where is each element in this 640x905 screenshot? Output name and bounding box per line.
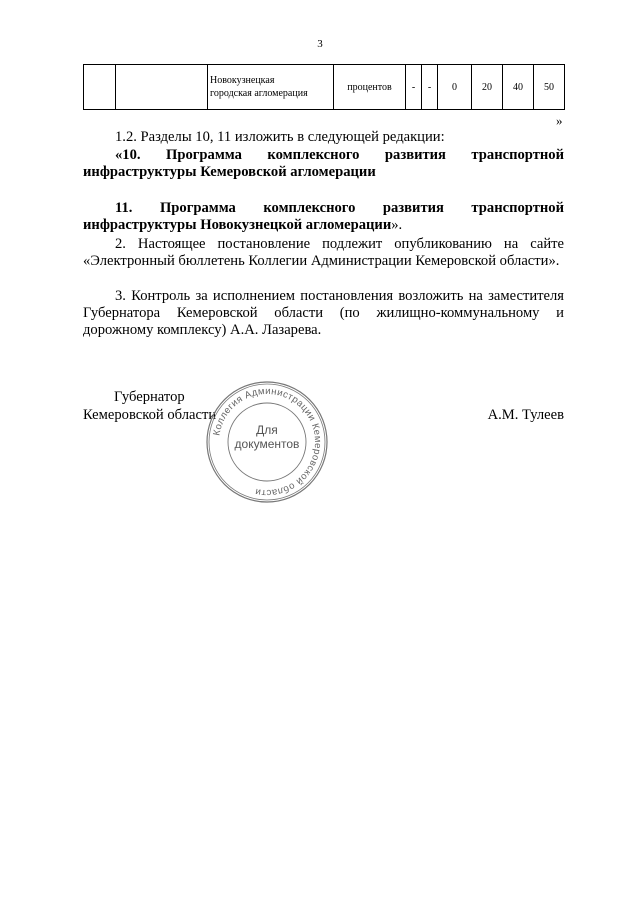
table-cell-value: 0	[438, 65, 472, 110]
table-cell-value: 50	[534, 65, 565, 110]
table-cell-value: 20	[472, 65, 503, 110]
section-11-heading: 11. Программа комплексного развития транспортной инфраструктуры Новокузнецкой агломерации	[83, 200, 564, 233]
table-cell-value: -	[422, 65, 438, 110]
stamp-center-line2: документов	[234, 437, 300, 451]
stamp-center	[223, 423, 311, 451]
section-10	[83, 147, 564, 181]
section-10-heading: «10. Программа комплексного развития транспортной инфраструктуры Кемеровской агломерации	[83, 147, 564, 180]
paragraph-3	[83, 288, 564, 339]
table-cell-value: 40	[503, 65, 534, 110]
table-cell-empty	[116, 65, 208, 110]
paragraph-2-text: 2. Настоящее постановление подлежит опубликованию на сайте «Электронный бюллетень Коллегии Администрации Кемеровской области».	[83, 236, 564, 269]
signatory-title: Губернатор	[114, 389, 185, 405]
table-cell-name-line1: Новокузнецкая	[210, 75, 275, 86]
paragraph-2	[83, 236, 564, 270]
paragraph-3-text: 3. Контроль за исполнением постановления возложить на заместителя Губернатора Кемеровской области (по жилищно-коммунальному и дорожному комплексу) А.А. Лазарева.	[83, 288, 564, 338]
table-cell-name-line2: городская агломерация	[210, 88, 308, 99]
section-11	[83, 200, 564, 234]
closing-quote: »	[556, 113, 563, 128]
paragraph-1-2: 1.2. Разделы 10, 11 изложить в следующей редакции:	[115, 129, 445, 145]
table-cell-name	[208, 65, 334, 110]
section-11-paragraph	[83, 200, 564, 234]
table-cell-value: -	[406, 65, 422, 110]
stamp-ring-text: Коллегия Администрации Кемеровской области	[211, 385, 324, 499]
table-cell-unit: процентов	[334, 65, 406, 110]
stamp-center-line1: Для	[256, 423, 278, 437]
signatory-region: Кемеровской области	[83, 407, 217, 423]
signatory-name: А.М. Тулеев	[487, 407, 564, 423]
indicator-table	[83, 64, 565, 110]
paragraph-amendment	[83, 129, 564, 146]
section-11-closing-quote: ».	[391, 217, 403, 233]
table-row	[84, 65, 565, 110]
official-stamp	[205, 380, 329, 504]
table-cell-empty	[84, 65, 116, 110]
page-number: 3	[317, 38, 323, 50]
